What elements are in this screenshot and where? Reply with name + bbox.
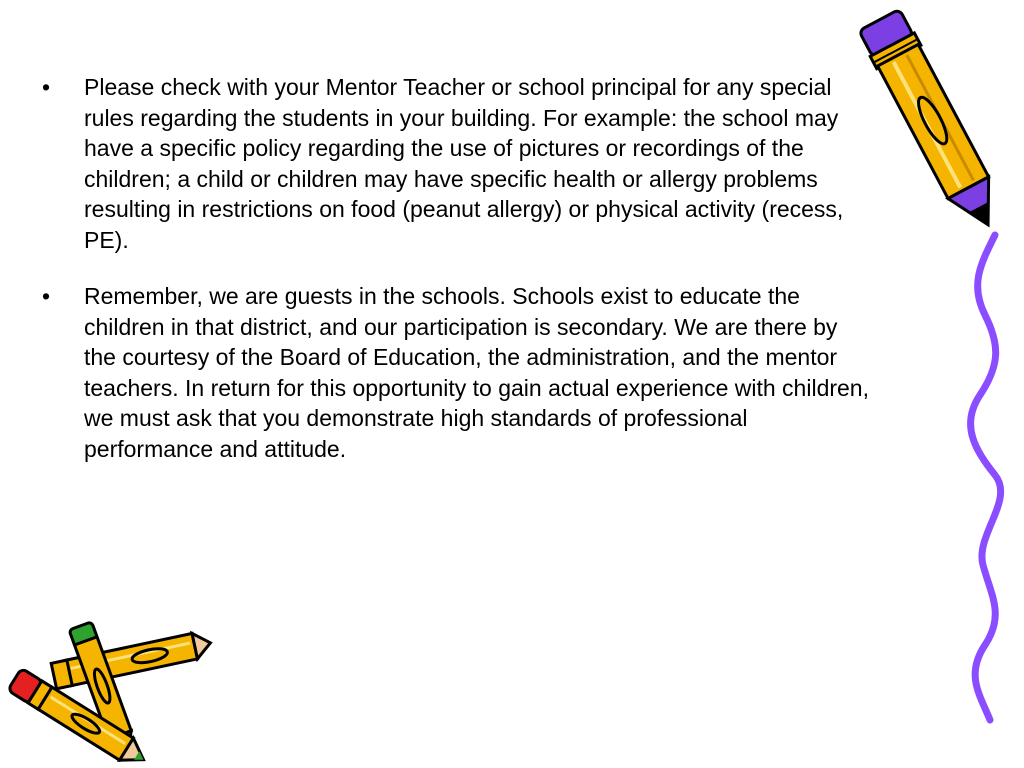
bullet-marker: • [42, 74, 51, 100]
bullet-item-mentor-rules [40, 72, 870, 255]
crossed-pencils-icon [0, 615, 215, 765]
bullet-text: Please check with your Mentor Teacher or school principal for any special rules regarding the students in your building. For example: the school may have a specific policy regarding the use of pictures or recordings of the children; a child or children may have specific health or allergy problems resulting in restrictions on food (peanut allergy) or physical activity (recess, PE). [84, 74, 844, 253]
squiggle-line-icon [955, 235, 1015, 725]
bullet-item-guests [40, 281, 870, 464]
bullet-marker: • [42, 283, 51, 309]
bullet-list [40, 72, 870, 490]
pencil-icon [860, 0, 1010, 250]
bullet-text: Remember, we are guests in the schools. Schools exist to educate the children in that district, and our participation is secondary. We are there by the courtesy of the Board of Education, the administration, and the mentor teachers. In return for this opportunity to gain actual experience with children, we must ask that you demonstrate high standards of professional performance and attitude. [84, 283, 869, 462]
